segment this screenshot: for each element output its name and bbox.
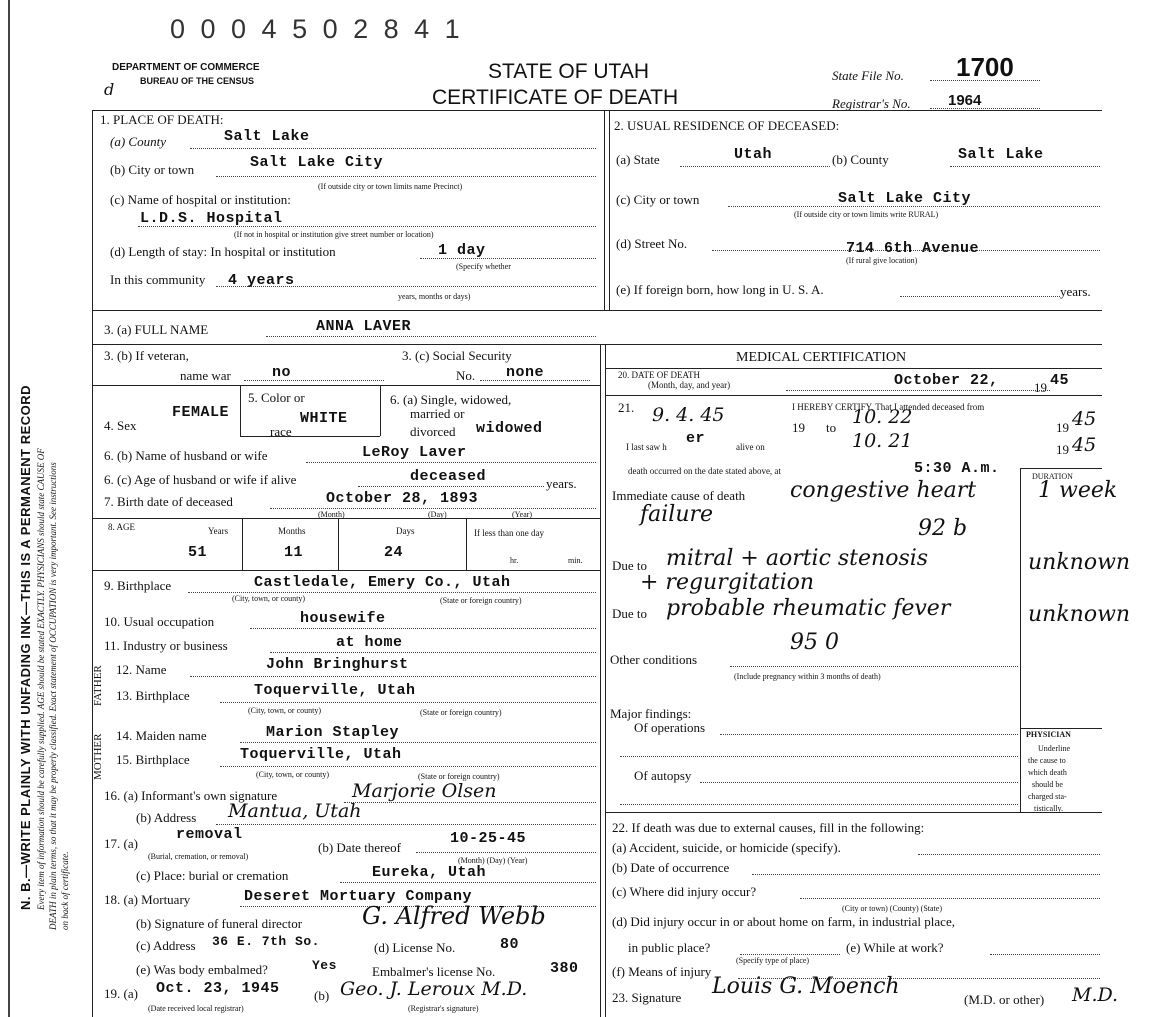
mother-birthplace: Toquerville, Utah [240, 746, 402, 763]
registrar-line [930, 108, 1040, 109]
veteran-label: 3. (b) If veteran, [104, 348, 189, 363]
public-label: in public place? [628, 940, 711, 955]
occupation-line [250, 628, 596, 629]
marital-label-3: divorced [410, 424, 456, 439]
home-label: (d) Did injury occur in or about home on farm, in industrial place, [612, 914, 955, 929]
spouse-age-unit: years. [546, 476, 577, 491]
father-name: John Bringhurst [266, 656, 409, 673]
stay-hospital: 1 day [438, 242, 486, 259]
row-divider-2 [92, 344, 1102, 345]
community-label: In this community [110, 272, 206, 287]
attended-from: 9. 4. 45 [652, 404, 725, 426]
due1-cause-b: + regurgitation [640, 570, 815, 595]
mother-tag: MOTHER [92, 733, 104, 780]
serial-number: 0 0 0 4 5 0 2 8 4 1 [170, 14, 464, 44]
last-saw-suffix: er [686, 430, 706, 447]
time-of-death: 5:30 A.m. [914, 460, 1000, 477]
age-days: 24 [384, 544, 404, 561]
state-title: STATE OF UTAH [488, 60, 649, 83]
immediate-label: Immediate cause of death [612, 488, 746, 503]
physician-md: M.D. [1072, 984, 1119, 1006]
autopsy-line-2 [620, 804, 1018, 805]
sex-label: 4. Sex [104, 418, 137, 433]
race-label: race [270, 424, 292, 439]
attended-to: 10. 22 [852, 406, 913, 428]
embalmed: Yes [312, 958, 337, 973]
page-title: CERTIFICATE OF DEATH [432, 86, 679, 109]
row-divider-1 [92, 310, 1102, 311]
duration-label: DURATION [1032, 472, 1073, 481]
mother-bp-note-2: (State or foreign country) [418, 772, 500, 781]
res-city-note: (If outside city or town limits write RURAL) [794, 210, 939, 219]
burial-place-label: (c) Place: burial or cremation [136, 868, 289, 883]
public-line [740, 954, 840, 955]
to-label: to [826, 420, 837, 435]
birth-line [270, 508, 596, 509]
immediate-cause-2: failure [640, 502, 714, 527]
birth-month-note: (Month) [318, 510, 345, 519]
father-bp-line [220, 702, 596, 703]
industry: at home [336, 634, 403, 651]
occurred-label: death occurred on the date stated above, at [628, 466, 781, 476]
race: WHITE [300, 410, 348, 427]
certify-label: I HEREBY CERTIFY, That I attended deceased from [792, 402, 985, 412]
res-county: Salt Lake [958, 146, 1044, 163]
dept-name: DEPARTMENT OF COMMERCE [112, 62, 260, 73]
res-county-label: (b) County [832, 152, 889, 167]
war: no [272, 364, 292, 381]
days-label: Days [396, 526, 415, 536]
occupation: housewife [300, 610, 386, 627]
city-line [216, 176, 596, 177]
cause-code-2: 95 0 [790, 630, 839, 655]
due1-cause-a: mitral + aortic stenosis [666, 546, 929, 571]
cause-code-1: 92 b [918, 516, 968, 541]
mother-bp-line [220, 766, 596, 767]
due2-duration: unknown [1028, 602, 1131, 627]
to-year: 45 [1072, 408, 1097, 430]
public-note: (Specify type of place) [736, 956, 810, 965]
registrar-number: 1964 [948, 92, 982, 109]
due2-label: Due to [612, 606, 648, 621]
row-divider-3 [92, 385, 600, 386]
ssn: none [506, 364, 545, 381]
operations-label: Of operations [634, 720, 706, 735]
due2-cause: probable rheumatic fever [666, 596, 951, 621]
informant-addr-line [216, 824, 596, 825]
marital-label-2: married or [410, 406, 465, 421]
major-label: Major findings: [610, 706, 692, 721]
death-county: Salt Lake [224, 128, 310, 145]
director-label: (b) Signature of funeral director [136, 916, 303, 931]
physician-box-line: Underline [1038, 744, 1070, 753]
mother-bp-note-1: (City, town, or county) [256, 770, 330, 779]
registrar-sig-note: (Registrar's signature) [408, 1004, 479, 1013]
frame-left [92, 110, 93, 1017]
state-file-label: State File No. [832, 68, 904, 83]
physician-box-line: the cause to [1028, 756, 1066, 765]
birth-day-note: (Day) [428, 510, 447, 519]
received-label: 19. (a) [104, 986, 138, 1001]
father-tag: FATHER [92, 665, 104, 706]
burial-date-line [416, 852, 596, 853]
death-city: Salt Lake City [250, 154, 384, 171]
physician-box-title: PHYSICIAN [1026, 730, 1071, 739]
burial-date: 10-25-45 [450, 830, 527, 847]
hospital-label: (c) Name of hospital or institution: [110, 192, 291, 207]
alive-year: 45 [1072, 434, 1097, 456]
physician-box-line: charged sta- [1028, 792, 1067, 801]
occurrence-line [752, 874, 1100, 875]
operations-line [720, 734, 1018, 735]
dod-note: (Month, day, and year) [648, 380, 731, 390]
mother-name-line [240, 742, 596, 743]
margin-note-3: DEATH in plain terms, so that it may be properly classified. Exact statement of OCCUPATION is very important. See instructions [48, 462, 58, 930]
duration-divider [1020, 468, 1021, 812]
med-divider-3 [605, 812, 1102, 813]
informant-address: Mantua, Utah [228, 800, 362, 822]
alive-label: alive on [736, 442, 765, 452]
birthplace: Castledale, Emery Co., Utah [254, 574, 511, 591]
foreign-line [900, 296, 1060, 297]
director-signature: G. Alfred Webb [362, 902, 546, 930]
ssn-no-label: No. [456, 368, 476, 383]
left-edge [8, 0, 10, 1017]
last-saw-label: I last saw h [626, 442, 667, 452]
birth-year-note: (Year) [512, 510, 533, 519]
hr-label: hr. [510, 556, 519, 565]
father-bp-note-2: (State or foreign country) [420, 708, 502, 717]
alive-year-prefix: 19 [1056, 442, 1069, 457]
war-label: name war [180, 368, 231, 383]
work-label: (e) While at work? [846, 940, 944, 955]
mother-name-label: 14. Maiden name [116, 728, 207, 743]
due1-duration: unknown [1028, 550, 1131, 575]
county-label: (a) County [110, 134, 166, 149]
res-city: Salt Lake City [838, 190, 972, 207]
full-name-line [266, 336, 596, 337]
dod-year-prefix: 19 [1034, 380, 1047, 395]
mid-divider-top [604, 110, 605, 310]
birth-label: 7. Birth date of deceased [104, 494, 233, 509]
marital-label-1: 6. (a) Single, widowed, [390, 392, 512, 407]
war-line [244, 380, 384, 381]
mortuary-address: 36 E. 7th So. [212, 934, 320, 949]
min-label: min. [568, 556, 583, 565]
from-year-prefix: 19 [792, 420, 805, 435]
industry-line [270, 652, 596, 653]
ssn-label: 3. (c) Social Security [402, 348, 512, 363]
sex-box-left [240, 386, 241, 436]
birthplace-label: 9. Birthplace [104, 578, 172, 593]
hospital-note: (If not in hospital or institution give street number or location) [234, 230, 434, 239]
date-of-death: October 22, [894, 372, 999, 389]
birthplace-line [188, 592, 596, 593]
city-label: (b) City or town [110, 162, 195, 177]
bureau-name: BUREAU OF THE CENSUS [140, 76, 255, 86]
due1-label: Due to [612, 558, 648, 573]
immediate-cause-1: congestive heart [790, 478, 977, 503]
place-heading: 1. PLACE OF DEATH: [100, 112, 224, 127]
community-note: years, months or days) [398, 292, 471, 301]
physician-signature: Louis G. Moench [712, 974, 900, 999]
county-line [190, 148, 596, 149]
birthplace-note-1: (City, town, or county) [232, 594, 306, 603]
spouse-age-line [358, 486, 544, 487]
years-label: Years [208, 526, 229, 536]
physician-box-line: which death [1028, 768, 1067, 777]
sex-box-right [380, 386, 381, 436]
received-date: Oct. 23, 1945 [156, 980, 280, 997]
burial-note: (Burial, cremation, or removal) [148, 852, 249, 861]
stay-note: (Specify whether [456, 262, 511, 271]
foreign-unit: years. [1060, 284, 1091, 299]
state-file-number: 1700 [956, 52, 1014, 82]
physician-top [1020, 728, 1102, 729]
full-name: ANNA LAVER [316, 318, 412, 335]
lt-day-label: If less than one day [474, 528, 544, 538]
occupation-label: 10. Usual occupation [104, 614, 215, 629]
res-state-label: (a) State [616, 152, 660, 167]
where-note: (City or town) (County) (State) [842, 904, 942, 913]
father-birthplace: Toquerville, Utah [254, 682, 416, 699]
margin-note-main: N. B.—WRITE PLAINLY WITH UNFADING INK—THIS IS A PERMANENT RECORD [18, 384, 33, 910]
med-divider-2 [605, 395, 1102, 396]
accident-label: (a) Accident, suicide, or homicide (specify). [612, 840, 841, 855]
mid-divider-2 [605, 344, 606, 1017]
color-label: 5. Color or [248, 390, 305, 405]
spouse-label: 6. (b) Name of husband or wife [104, 448, 268, 463]
physician-box-line: should be [1032, 780, 1063, 789]
full-name-label: 3. (a) FULL NAME [104, 322, 209, 337]
mother-name: Marion Stapley [266, 724, 400, 741]
informant-label: 16. (a) Informant's own signature [104, 788, 278, 803]
birthplace-note-2: (State or foreign country) [440, 596, 522, 605]
received-note: (Date received local registrar) [148, 1004, 244, 1013]
margin-note-4: on back of certificate. [60, 851, 70, 930]
autopsy-line [700, 782, 1018, 783]
where-label: (c) Where did injury occur? [612, 884, 757, 899]
sex: FEMALE [172, 404, 230, 421]
hospital-name: L.D.S. Hospital [140, 210, 283, 227]
other-note: (Include pregnancy within 3 months of death) [734, 672, 881, 681]
burial-place: Eureka, Utah [372, 864, 487, 881]
spouse-age-label: 6. (c) Age of husband or wife if alive [104, 472, 297, 487]
res-street: 714 6th Avenue [846, 240, 980, 257]
license-number: 80 [500, 936, 520, 953]
embalmer-number: 380 [550, 960, 579, 977]
father-name-label: 12. Name [116, 662, 167, 677]
burial-place-line [340, 882, 596, 883]
external-label: 22. If death was due to external causes, fill in the following: [612, 820, 925, 835]
mid-divider [600, 344, 601, 1017]
where-line [800, 898, 1100, 899]
age-years: 51 [188, 544, 208, 561]
father-bp-label: 13. Birthplace [116, 688, 190, 703]
burial-date-note: (Month) (Day) (Year) [458, 856, 528, 865]
immediate-duration: 1 week [1038, 478, 1118, 503]
operations-line-2 [620, 756, 1018, 757]
certify-num: 21. [618, 400, 635, 415]
res-state-line [680, 166, 830, 167]
res-street-note: (If rural give location) [846, 256, 918, 265]
age-col-2 [338, 518, 339, 570]
spouse-name: LeRoy Laver [362, 444, 467, 461]
stay-community: 4 years [228, 272, 295, 289]
burial-label: 17. (a) [104, 836, 138, 851]
means-label: (f) Means of injury [612, 964, 712, 979]
res-state: Utah [734, 146, 773, 163]
work-line [990, 954, 1100, 955]
informant-signature: Marjorie Olsen [352, 780, 497, 802]
physician-box-line: tistically. [1034, 804, 1064, 813]
industry-label: 11. Industry or business [104, 638, 228, 653]
to-year-prefix: 19 [1056, 420, 1069, 435]
registrar-label: Registrar's No. [832, 96, 911, 111]
mortuary: Deseret Mortuary Company [244, 888, 473, 905]
spouse-line [306, 462, 596, 463]
occurrence-label: (b) Date of occurrence [612, 860, 730, 875]
frame-top [92, 110, 1102, 111]
burial-type: removal [176, 826, 243, 843]
other-label: Other conditions [610, 652, 698, 667]
res-county-line [950, 166, 1100, 167]
mid-divider-top-2 [609, 110, 610, 310]
alive-on: 10. 21 [852, 430, 913, 452]
father-name-line [190, 676, 596, 677]
registrar-signature: Geo. J. Leroux M.D. [340, 978, 528, 1000]
mortuary-label: 18. (a) Mortuary [104, 892, 191, 907]
registrar-sig-label: (b) [314, 988, 330, 1003]
birth-date: October 28, 1893 [326, 490, 479, 507]
medical-heading: MEDICAL CERTIFICATION [736, 350, 907, 365]
row-divider-5 [92, 570, 600, 571]
embalmed-label: (e) Was body embalmed? [136, 962, 268, 977]
dod-year: 45 [1050, 372, 1070, 389]
mother-bp-label: 15. Birthplace [116, 752, 190, 767]
signature-label: 23. Signature [612, 990, 682, 1005]
spouse-age: deceased [410, 468, 487, 485]
informant-addr-label: (b) Address [136, 810, 197, 825]
father-bp-note-1: (City, town, or county) [248, 706, 322, 715]
burial-date-label: (b) Date thereof [318, 840, 402, 855]
age-col-3 [466, 518, 467, 570]
months-label: Months [278, 526, 306, 536]
res-city-label: (c) City or town [616, 192, 700, 207]
stay-label: (d) Length of stay: In hospital or institution [110, 244, 336, 259]
age-label: 8. AGE [108, 522, 135, 532]
embalmer-label: Embalmer's license No. [372, 964, 496, 979]
corner-mark: d [104, 80, 115, 99]
age-col-1 [242, 518, 243, 570]
margin-note-2: Every item of information should be carefully supplied. AGE should be stated EXACTLY. PHYSICIANS should state CAUSE OF [36, 448, 46, 910]
license-label: (d) License No. [374, 940, 456, 955]
md-label: (M.D. or other) [964, 992, 1045, 1007]
informant-line [344, 802, 596, 803]
foreign-label: (e) If foreign born, how long in U. S. A. [616, 282, 824, 297]
dod-label: 20. DATE OF DEATH [618, 370, 700, 380]
med-divider-1 [605, 368, 1102, 369]
marital-status: widowed [476, 420, 543, 437]
res-street-label: (d) Street No. [616, 236, 688, 251]
accident-line [918, 854, 1100, 855]
autopsy-label: Of autopsy [634, 768, 692, 783]
other-line [730, 666, 1018, 667]
mortuary-address-label: (c) Address [136, 938, 196, 953]
sex-box-bottom [240, 436, 380, 437]
dod-line [786, 390, 1050, 391]
residence-heading: 2. USUAL RESIDENCE OF DECEASED: [614, 118, 840, 133]
duration-top [1020, 468, 1102, 469]
age-months: 11 [284, 544, 304, 561]
city-note: (If outside city or town limits name Precinct) [318, 182, 463, 191]
